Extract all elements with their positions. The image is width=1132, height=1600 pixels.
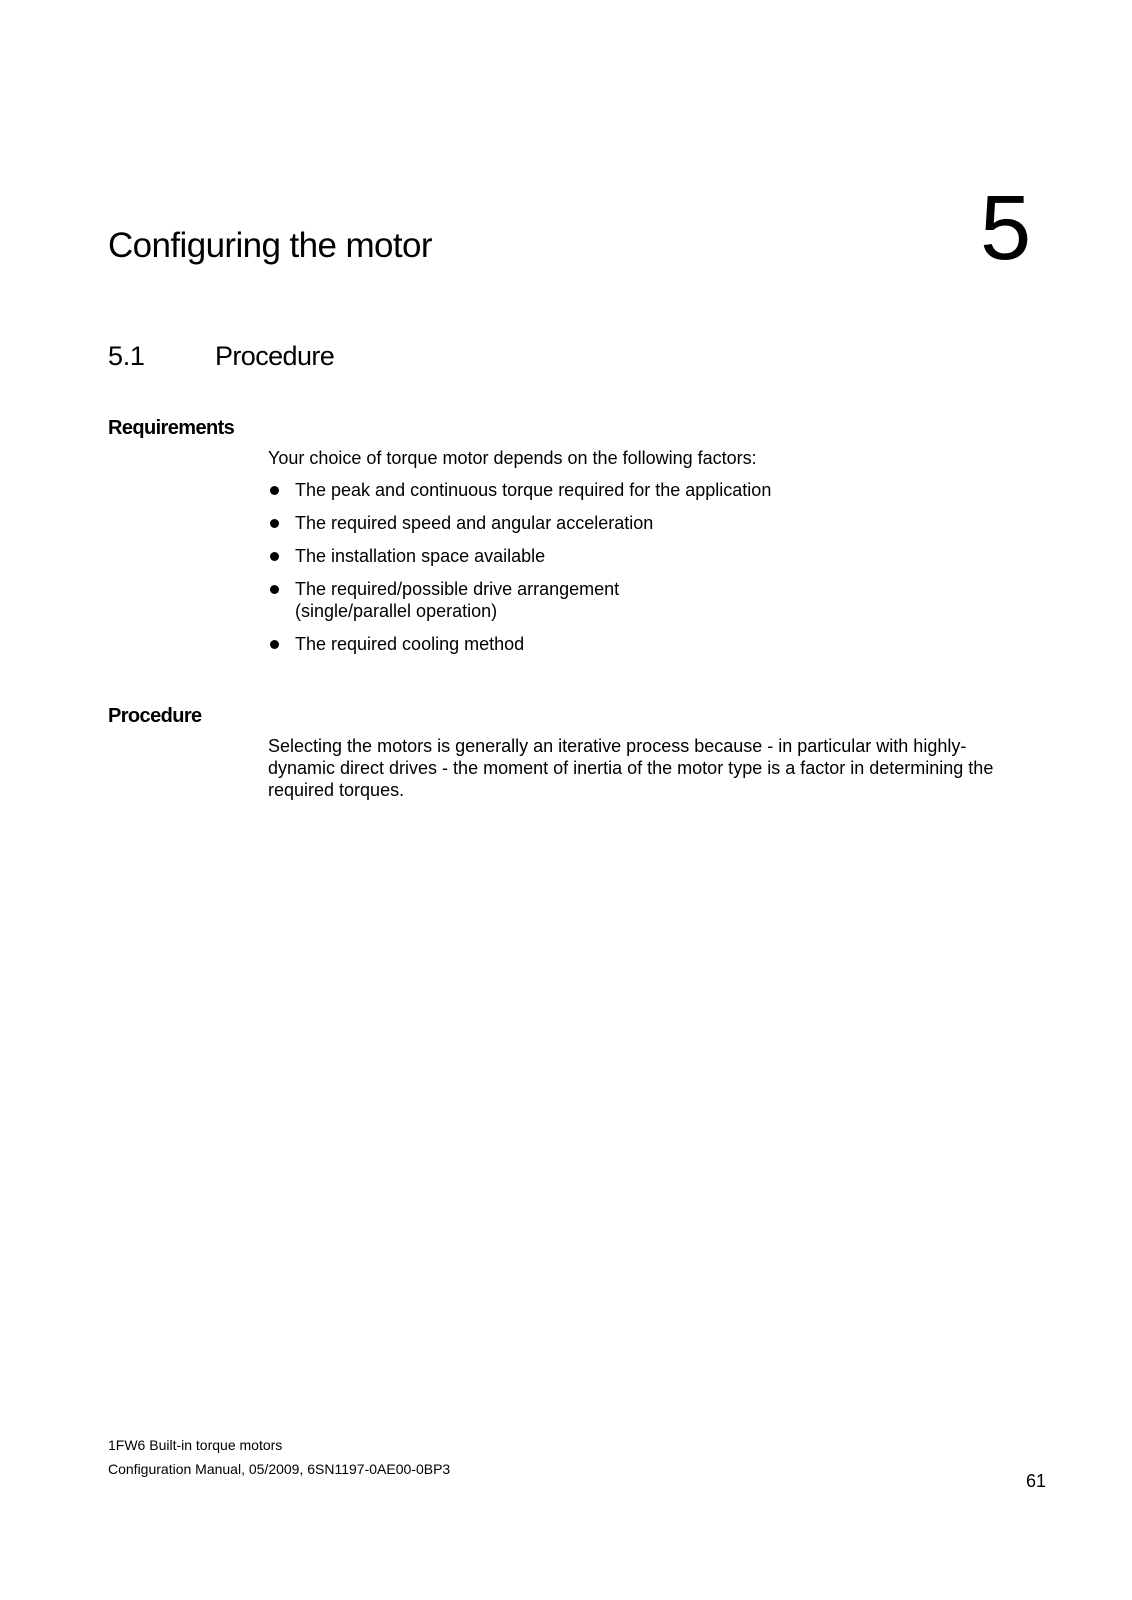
list-item-text: The required/possible drive arrangement xyxy=(295,579,620,599)
bullet-icon xyxy=(270,640,279,649)
paragraph-line: required torques. xyxy=(268,780,405,800)
section-title: Procedure xyxy=(215,341,335,371)
list-item xyxy=(268,633,771,655)
list-item-text: The installation space available xyxy=(295,546,546,566)
list-item-text: The required speed and angular acceleration xyxy=(295,513,654,533)
list-item-text-continued: (single/parallel operation) xyxy=(295,601,498,621)
list-item xyxy=(268,512,771,534)
list-item-text: The peak and continuous torque required for the application xyxy=(295,480,772,500)
bullet-icon xyxy=(270,519,279,528)
requirements-intro: Your choice of torque motor depends on the following factors: xyxy=(268,448,757,468)
footer-manual-info: Configuration Manual, 05/2009, 6SN1197-0AE00-0BP3 xyxy=(108,1461,451,1477)
paragraph-line: dynamic direct drives - the moment of inertia of the motor type is a factor in determining the xyxy=(268,758,994,778)
page-number: 61 xyxy=(1026,1471,1047,1491)
procedure-heading: Procedure xyxy=(108,705,202,727)
requirements-heading: Requirements xyxy=(108,417,235,439)
footer-product: 1FW6 Built-in torque motors xyxy=(108,1437,283,1453)
paragraph-line: Selecting the motors is generally an iterative process because - in particular with highly- xyxy=(268,736,967,756)
requirements-list xyxy=(268,479,771,666)
section-number: 5.1 xyxy=(108,341,145,371)
list-item-text: The required cooling method xyxy=(295,634,525,654)
list-item xyxy=(268,479,771,501)
list-item xyxy=(268,545,771,567)
bullet-icon xyxy=(270,552,279,561)
procedure-paragraph xyxy=(268,735,1068,801)
list-item xyxy=(268,578,771,622)
chapter-title: Configuring the motor xyxy=(108,226,432,265)
bullet-icon xyxy=(270,486,279,495)
chapter-number: 5 xyxy=(980,177,1032,279)
bullet-icon xyxy=(270,585,279,594)
